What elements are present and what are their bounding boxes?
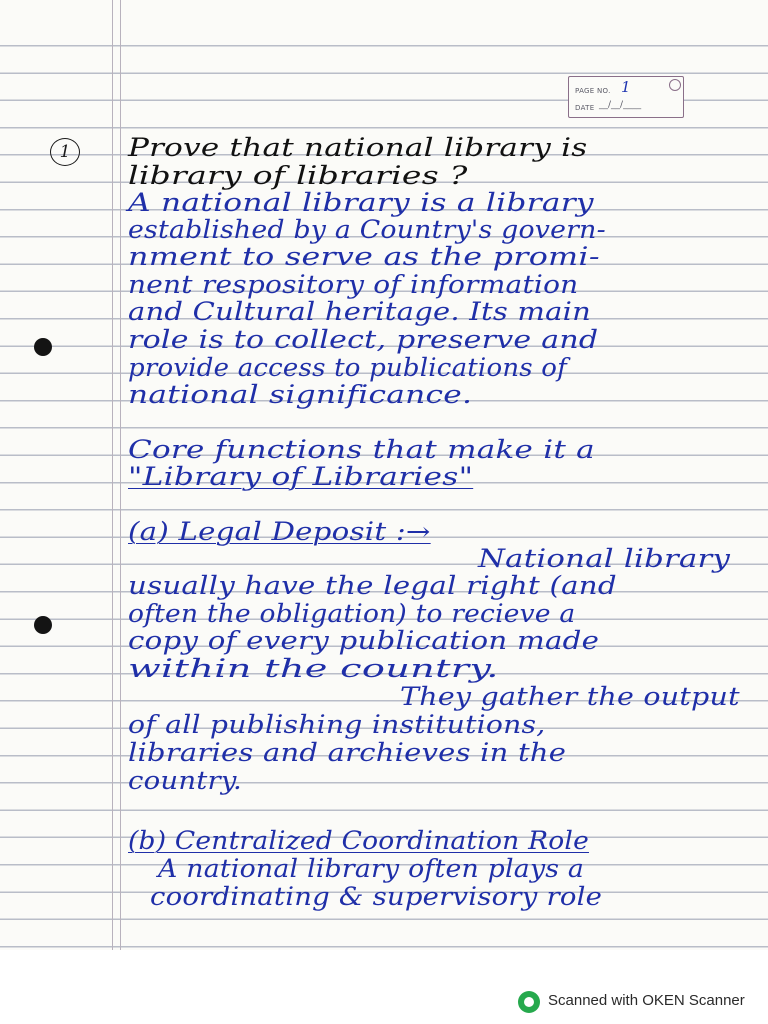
handwritten-line: and Cultural heritage. Its main: [128, 297, 592, 326]
handwritten-line: role is to collect, preserve and: [128, 325, 599, 354]
punch-hole: [34, 616, 52, 634]
scanner-watermark-text: Scanned with OKEN Scanner: [548, 992, 745, 1009]
handwritten-line: within the country.: [128, 654, 499, 683]
handwritten-line: provide access to publications of: [128, 353, 567, 382]
scanner-footer: [0, 950, 768, 1024]
margin-line: [120, 0, 121, 950]
handwritten-line: libraries and archieves in the: [128, 738, 567, 767]
handwritten-line: library of libraries ?: [128, 161, 468, 190]
handwritten-line: often the obligation) to recieve a: [128, 599, 576, 628]
margin-line: [112, 0, 113, 950]
handwritten-line: They gather the output: [400, 682, 740, 711]
date-value: __/__/____: [599, 100, 642, 110]
handwritten-line: nment to serve as the promi-: [128, 242, 600, 271]
section-heading: Core functions that make it a: [128, 435, 595, 464]
page-number-box: [568, 76, 684, 118]
handwritten-line: of all publishing institutions,: [128, 710, 546, 739]
handwritten-line: A national library often plays a: [158, 854, 585, 883]
subheading-legal-deposit: (a) Legal Deposit :→: [128, 517, 431, 546]
handwritten-line: national significance.: [128, 380, 473, 409]
section-heading-quote: "Library of Libraries": [128, 462, 474, 491]
handwritten-line: copy of every publication made: [128, 626, 600, 655]
punch-hole: [34, 338, 52, 356]
handwritten-line: coordinating & supervisory role: [150, 882, 603, 911]
date-label: DATE: [575, 104, 595, 112]
handwritten-line: established by a Country's govern-: [128, 215, 606, 244]
handwritten-line: usually have the legal right (and: [128, 571, 617, 600]
question-number: 1: [50, 138, 80, 166]
handwritten-line: A national library is a library: [128, 188, 594, 217]
handwritten-line: nent respository of information: [128, 270, 579, 299]
handwritten-line: National library: [478, 544, 731, 573]
handwritten-line: Prove that national library is: [128, 133, 588, 162]
page-number-value: 1: [621, 78, 631, 96]
oken-scanner-logo-icon: [518, 991, 540, 1013]
page-number-label: PAGE NO.: [575, 87, 611, 95]
subheading-coordination-role: (b) Centralized Coordination Role: [128, 826, 589, 855]
page-box-circle-icon: [669, 79, 681, 91]
handwritten-line: country.: [128, 766, 242, 795]
